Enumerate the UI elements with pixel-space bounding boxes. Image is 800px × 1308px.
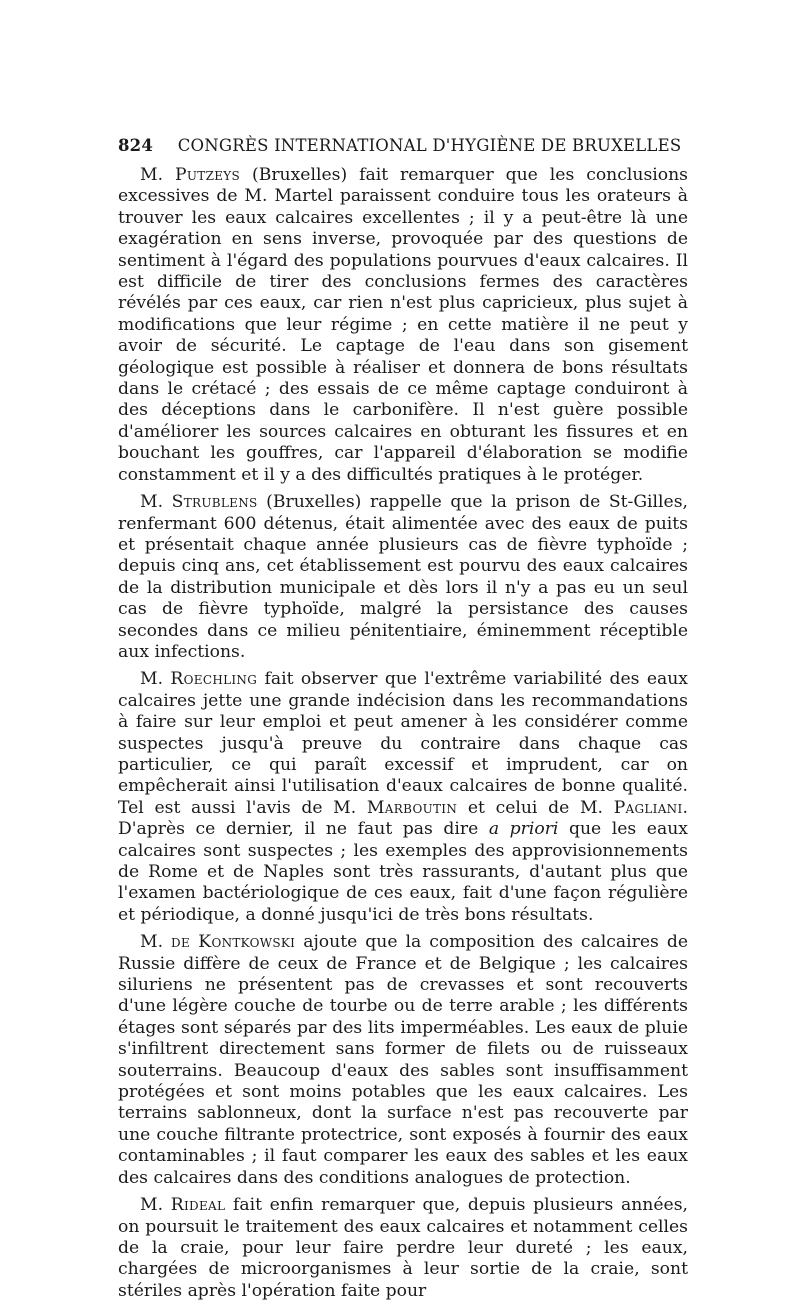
speaker-name: Putzeys — [175, 165, 241, 185]
paragraph-putzeys — [118, 165, 688, 486]
speaker-prefix: M. — [140, 669, 171, 690]
paragraph-strublens — [118, 492, 688, 663]
speaker-prefix: M. — [140, 1195, 171, 1216]
speaker-name: Roechling — [170, 669, 258, 690]
paragraph-text: ajoute que la composition des calcaires de Russie diffère de ceux de France et de Belgique ; les calcaires siluriens ne présentent pas de crevasses et sont recouverts d'une légère couche de tourbe ou de terre arable ; les différents étages sont séparés par des lits imperméables. Les eaux de pluie s'infiltrent directement sans former de filets ou de ruisseaux souterrains. Beaucoup d'eaux des sables sont insuffisamment protégées et sont moins potables que les eaux calcaires. Les terrains sablonneux, dont la surface n'est pas recouverte par une couche filtrante protectrice, sont exposés à fournir des eaux contaminables ; il faut comparer les eaux des sables et les eaux des calcaires dans des conditions analogues de protection. — [118, 932, 688, 1188]
cited-name: Pagliani — [613, 797, 683, 818]
running-head — [118, 136, 688, 155]
paragraph-text: (Bruxelles) fait remarquer que les conclusions excessives de M. Martel paraissent conduire tous les orateurs à trouver les eaux calcaires excellentes ; il y a peut-être là une exagération en sens inverse, provoquée par des questions de sentiment à l'égard des populations pourvues d'eaux calcaires. Il est difficile de tirer des conclusions fermes des caractères révélés par ces eaux, car rien n'est plus capricieux, plus sujet à modifications que leur régime ; en cette matière il ne peut y avoir de sécurité. Le captage de l'eau dans son gisement géologique est possible à réaliser et donnera de bons résultats dans le crétacé ; des essais de ce même captage conduiront à des déceptions dans le carbonifère. Il n'est guère possible d'améliorer les sources calcaires en obturant les fissures et en bouchant les gouffres, car l'appareil d'élaboration se modifie constamment et il y a des difficultés pratiques à le protéger. — [118, 165, 689, 485]
paragraph-kontkowski — [118, 932, 688, 1189]
paragraph-roechling — [118, 669, 688, 926]
speaker-name: Strublens — [171, 492, 258, 513]
page-number: 824 — [118, 136, 154, 155]
running-title: CONGRÈS INTERNATIONAL D'HYGIÈNE DE BRUXELLES — [177, 136, 682, 155]
speaker-prefix: M. — [140, 165, 176, 185]
paragraph-text: fait observer que l'extrême variabilité des eaux calcaires jette une grande indécision dans les recommandations à faire sur leur emploi et peut amener à les considérer comme suspectes jusqu'à preuve du contraire dans chaque cas particulier, ce qui paraît excessif et imprudent, car on empêcherait ainsi l'utilisation d'eaux calcaires de bonne qualité. Tel est aussi l'avis de M. — [118, 669, 688, 818]
paragraph-rideal — [118, 1195, 688, 1302]
italic-phrase: a priori — [488, 819, 559, 840]
cited-name: Marboutin — [366, 797, 458, 818]
paragraph-text: (Bruxelles) rappelle que la prison de St-Gilles, renfermant 600 détenus, était alimentée avec des eaux de puits et présentait chaque année plusieurs cas de fièvre typhoïde ; depuis cinq ans, cet établissement est pourvu des eaux calcaires de la distribution municipale et dès lors il n'y a pas eu un seul cas de fièvre typhoïde, malgré la persistance des causes secondes dans ce milieu pénitentiaire, éminemment réceptible aux infections. — [118, 492, 688, 662]
speaker-prefix: M. — [140, 492, 172, 513]
speaker-prefix: M. — [140, 932, 172, 953]
paragraph-text: que les eaux calcaires sont suspectes ; les exemples des approvisionnements de Rome et de Naples sont très rassurants, d'autant plus que l'examen bactériologique de ces eaux, fait d'une façon régulière et périodique, a donné jusqu'ici de très bons résultats. — [118, 819, 688, 925]
paragraph-text: fait enfin remarquer que, depuis plusieurs années, on poursuit le traitement des eaux calcaires et notamment celles de la craie, pour leur faire perdre leur dureté ; les eaux, chargées de microorganismes à leur sortie de la craie, sont stériles après l'opération faite pour — [118, 1195, 688, 1301]
speaker-name: de Kontkowski — [171, 932, 296, 953]
paragraph-text: et celui de M. — [457, 797, 614, 818]
speaker-name: Rideal — [170, 1195, 226, 1216]
paragraph-text: . D'après ce dernier, il ne faut pas dire — [118, 797, 688, 840]
book-page — [118, 136, 688, 1308]
